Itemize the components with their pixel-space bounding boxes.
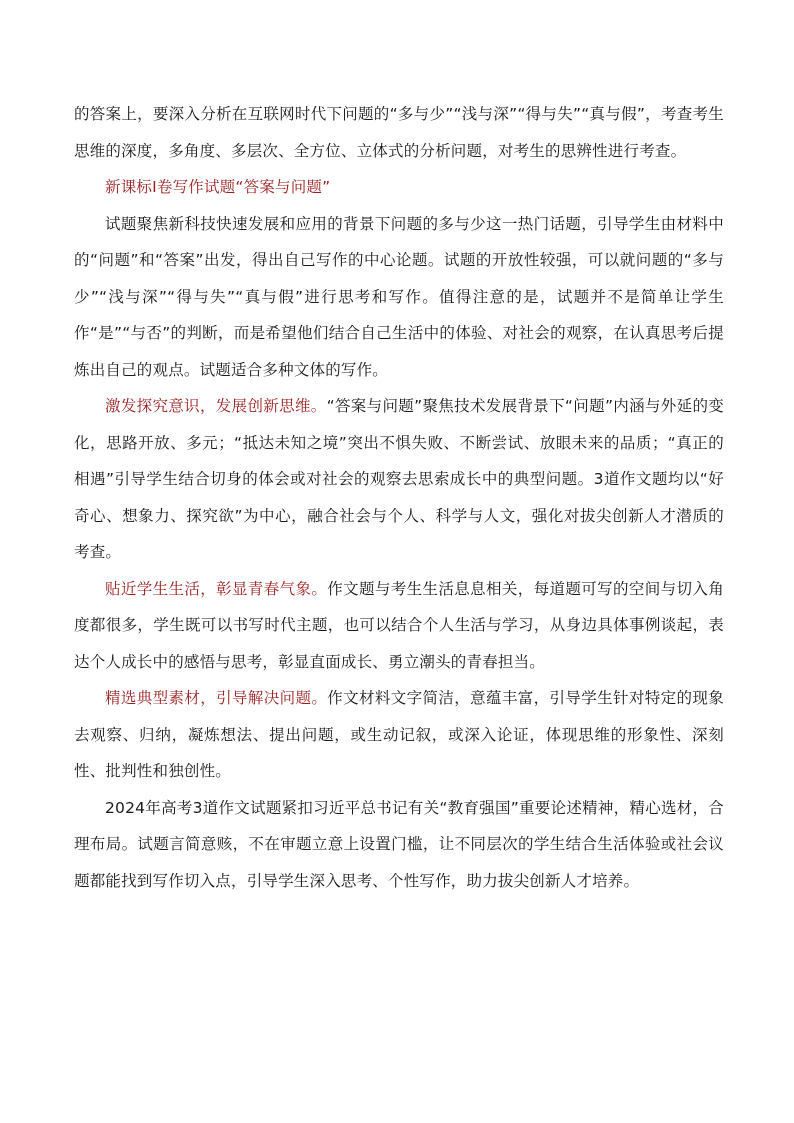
paragraph-lead: 激发探究意识，发展创新思维。 xyxy=(105,397,327,415)
section-heading-text: 新课标Ⅰ卷写作试题“答案与问题” xyxy=(105,178,331,196)
paragraph-text: 2024年高考3道作文试题紧扣习近平总书记有关“教育强国”重要论述精神，精心选材，合理布局。试题言简意赅，不在审题立意上设置门槛，让不同层次的学生结合生活体验或社会议题都能找到写作切入点，引导学生深入思考、个性写作，助力拔尖创新人才培养。 xyxy=(74,798,724,890)
paragraph-text: “答案与问题”聚焦技术发展背景下“问题”内涵与外延的变化，思路开放、多元；“抵达未知之境”突出不惧失败、不断尝试、放眼未来的品质；“真正的相遇”引导学生结合切身的体会或对社会的观察去思索成长中的典型问题。3道作文题均以“好奇心、想象力、探究欲”为中心，融合社会与个人、科学与人文，强化对拔尖创新人才潜质的考查。 xyxy=(74,397,724,561)
paragraph-text: 试题聚焦新科技快速发展和应用的背景下问题的多与少这一热门话题，引导学生由材料中的“问题”和“答案”出发，得出自己写作的中心论题。试题的开放性较强，可以就问题的“多与少”“浅与深”“得与失”“真与假”进行思考和写作。值得注意的是，试题并不是简单让学生作“是”“与否”的判断，而是希望他们结合自己生活中的体验、对社会的观察，在认真思考后提炼出自己的观点。试题适合多种文体的写作。 xyxy=(74,214,724,379)
paragraph-text: 作文材料文字简洁，意蕴丰富，引导学生针对特定的现象去观察、归纳，凝炼想法、提出问题，或生动记叙，或深入论证，体现思维的形象性、深刻性、批判性和独创性。 xyxy=(74,689,724,780)
paragraph-lead: 精选典型素材，引导解决问题。 xyxy=(105,689,328,707)
section-heading xyxy=(74,169,724,206)
paragraph-student-life xyxy=(74,571,724,681)
paragraph-intro xyxy=(74,206,724,389)
paragraph-lead: 贴近学生生活，彰显青春气象。 xyxy=(105,579,328,598)
document-body xyxy=(74,96,724,899)
paragraph-materials xyxy=(74,680,724,790)
paragraph-text: 作文题与考生生活息息相关，每道题可写的空间与切入角度都很多，学生既可以书写时代主题，也可以结合个人生活与学习，从身边具体事例谈起，表达个人成长中的感悟与思考，彰显直面成长、勇立潮头的青春担当。 xyxy=(74,579,724,671)
paragraph-innovation xyxy=(74,388,724,571)
paragraph-summary xyxy=(74,790,724,900)
paragraph-text: 的答案上，要深入分析在互联网时代下问题的“多与少”“浅与深”“得与失”“真与假”，考查考生思维的深度，多角度、多层次、全方位、立体式的分析问题，对考生的思辨性进行考查。 xyxy=(74,105,724,160)
paragraph-continuation xyxy=(74,96,724,169)
